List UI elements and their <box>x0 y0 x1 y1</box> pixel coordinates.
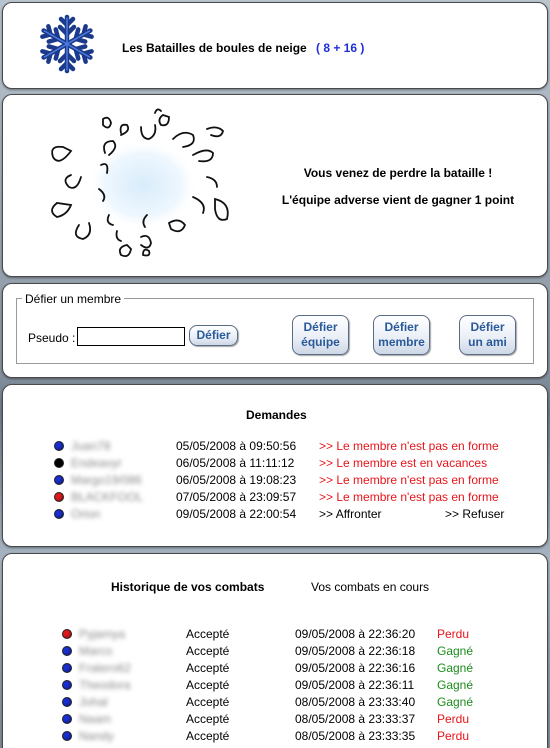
member-name[interactable]: BLACKFOOL <box>71 490 144 504</box>
battle-status: Accepté <box>186 627 230 641</box>
member-name[interactable]: Margo19/086 <box>71 473 142 487</box>
status-dot <box>54 441 64 451</box>
table-row <box>3 711 548 728</box>
status-dot <box>54 458 64 468</box>
request-message: >> Le membre n'est pas en forme <box>319 473 499 487</box>
member-name[interactable]: Orion <box>71 507 101 521</box>
status-dot <box>54 475 64 485</box>
request-message: >> Le membre est en vacances <box>319 456 488 470</box>
opponent-name[interactable]: Johal <box>79 695 108 709</box>
requests-title: Demandes <box>246 408 307 422</box>
battle-date: 09/05/2008 à 22:36:18 <box>295 644 416 658</box>
status-dot <box>62 680 72 690</box>
challenge-submit-button[interactable]: Défier <box>189 325 238 346</box>
challenge-member-button[interactable]: Défier membre <box>373 315 430 355</box>
pseudo-input[interactable] <box>77 327 185 346</box>
battle-result: Perdu <box>437 712 470 726</box>
request-date: 06/05/2008 à 19:08:23 <box>176 473 297 487</box>
history-panel <box>2 553 548 748</box>
status-dot <box>62 663 72 673</box>
request-message: >> Le membre n'est pas en forme <box>319 439 499 453</box>
opponent-name[interactable]: Pyjamya <box>79 627 126 641</box>
challenge-panel <box>2 283 548 378</box>
table-row <box>3 643 548 660</box>
opponent-name[interactable]: Theodora <box>79 678 131 692</box>
challenge-legend: Défier un membre <box>22 292 124 306</box>
status-dot <box>62 731 72 741</box>
opponent-name[interactable]: Nandy <box>79 729 114 743</box>
battle-count: ( 8 + 16 ) <box>316 41 365 55</box>
status-dot <box>54 509 64 519</box>
defeat-message: Vous venez de perdre la bataille ! <box>303 166 493 180</box>
battle-status: Accepté <box>186 678 230 692</box>
battle-date: 09/05/2008 à 22:36:11 <box>295 678 415 692</box>
battle-result-panel <box>2 94 548 277</box>
snowball-splash-illustration <box>43 105 243 265</box>
table-row <box>3 472 548 489</box>
snowflake-icon <box>37 14 97 74</box>
battle-result: Perdu <box>437 729 470 743</box>
opponent-point-message: L'équipe adverse vient de gagner 1 point <box>281 193 515 207</box>
pseudo-label: Pseudo : <box>28 331 76 345</box>
member-name[interactable]: Juan78 <box>71 439 111 453</box>
table-row <box>3 626 548 643</box>
table-row <box>3 438 548 455</box>
battle-date: 09/05/2008 à 22:36:16 <box>295 661 416 675</box>
battle-date: 08/05/2008 à 23:33:40 <box>295 695 416 709</box>
tab-current-battles[interactable]: Vos combats en cours <box>311 580 430 594</box>
status-dot <box>62 697 72 707</box>
battle-date: 08/05/2008 à 23:33:35 <box>295 729 416 743</box>
battle-status: Accepté <box>186 661 230 675</box>
header-panel <box>2 2 548 89</box>
battle-status: Accepté <box>186 729 230 743</box>
battle-status: Accepté <box>186 695 230 709</box>
battle-status: Accepté <box>186 712 230 726</box>
battle-result: Gagné <box>437 644 474 658</box>
status-dot <box>62 629 72 639</box>
table-row <box>3 489 548 506</box>
tab-history[interactable]: Historique de vos combats <box>111 580 265 594</box>
request-date: 05/05/2008 à 09:50:56 <box>176 439 297 453</box>
status-dot <box>54 492 64 502</box>
status-dot <box>62 646 72 656</box>
battle-date: 09/05/2008 à 22:36:20 <box>295 627 416 641</box>
battle-result: Gagné <box>437 678 474 692</box>
table-row <box>3 728 548 745</box>
battle-result: Perdu <box>437 627 470 641</box>
table-row <box>3 455 548 472</box>
challenge-friend-button[interactable]: Défier un ami <box>459 315 516 355</box>
table-row <box>3 660 548 677</box>
battle-result: Gagné <box>437 661 474 675</box>
app-title: Les Batailles de boules de neige <box>122 41 307 55</box>
requests-panel <box>2 384 548 547</box>
accept-challenge-link[interactable]: >> Affronter <box>319 507 382 521</box>
battle-result: Gagné <box>437 695 474 709</box>
table-row <box>3 694 548 711</box>
request-date: 09/05/2008 à 22:00:54 <box>176 507 297 521</box>
table-row <box>3 677 548 694</box>
status-dot <box>62 714 72 724</box>
table-row <box>3 506 548 523</box>
refuse-challenge-link[interactable]: >> Refuser <box>445 507 505 521</box>
battle-status: Accepté <box>186 644 230 658</box>
opponent-name[interactable]: Marco <box>79 644 113 658</box>
member-name[interactable]: Endeavyr <box>71 456 122 470</box>
battle-date: 08/05/2008 à 23:33:37 <box>295 712 416 726</box>
request-date: 07/05/2008 à 23:09:57 <box>176 490 297 504</box>
opponent-name[interactable]: Fratero62 <box>79 661 132 675</box>
request-date: 06/05/2008 à 11:11:12 <box>176 456 295 470</box>
opponent-name[interactable]: Naam <box>79 712 112 726</box>
request-message: >> Le membre n'est pas en forme <box>319 490 499 504</box>
challenge-team-button[interactable]: Défier équipe <box>292 315 349 355</box>
